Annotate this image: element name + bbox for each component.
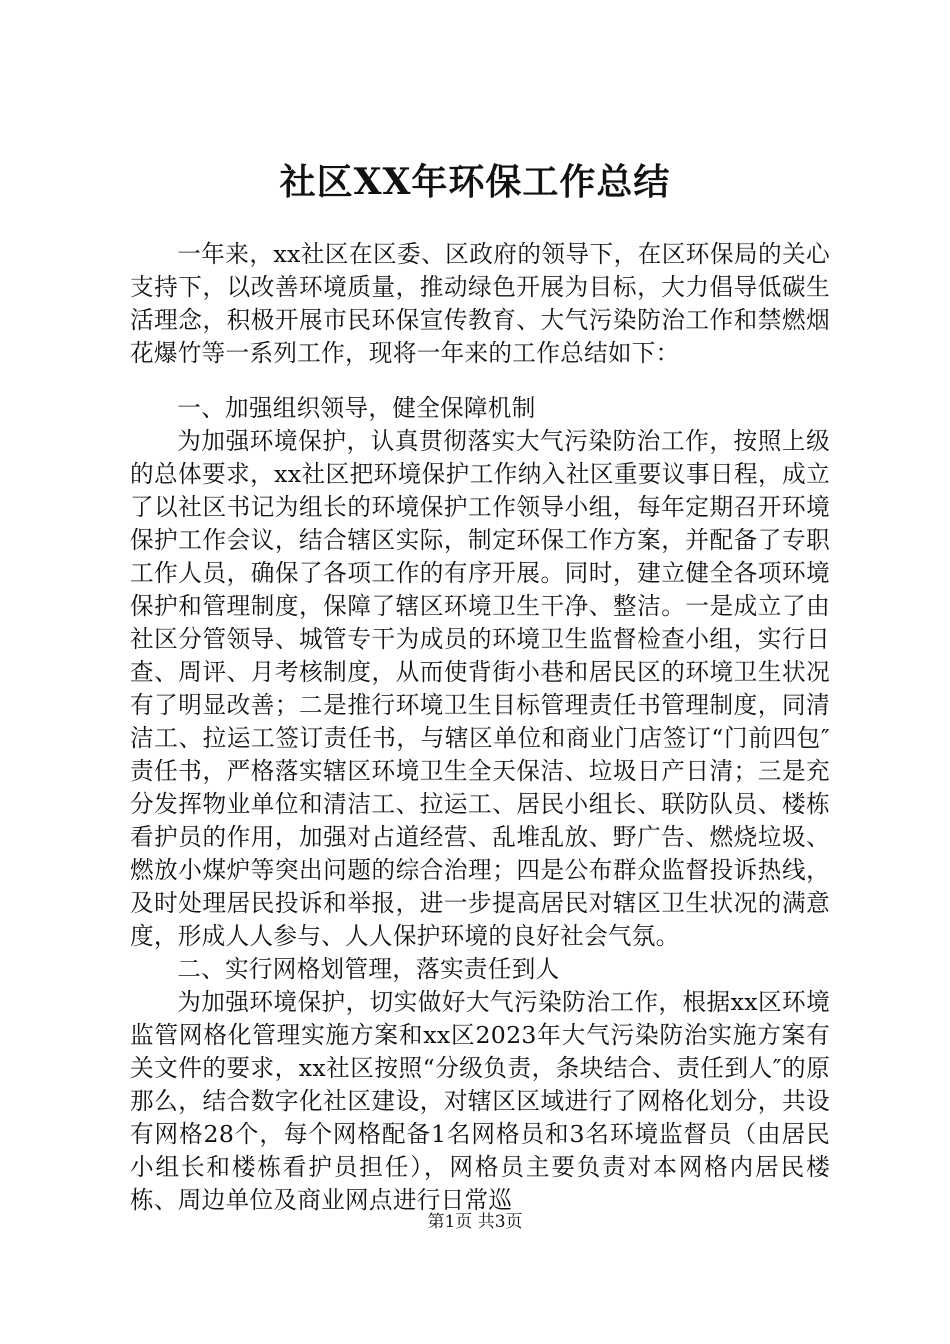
section-1-heading: 一、加强组织领导，健全保障机制 [177, 394, 536, 422]
page-number-footer: 第1页 共3页 [427, 1212, 523, 1232]
paragraph-gap [130, 370, 830, 392]
document-body [130, 238, 830, 1217]
document-title: 社区XX年环保工作总结 [279, 161, 671, 203]
section-1-body: 为加强环境保护，认真贯彻落实大气污染防治工作，按照上级的总体要求，xx社区把环境保护工作纳入社区重要议事日程，成立了以社区书记为组长的环境保护工作领导小组，每年定期召开环境保护工作会议，结合辖区实际，制定环保工作方案，并配备了专职工作人员，确保了各项工作的有序开展。同时，建立健全各项环境保护和管理制度，保障了辖区环境卫生干净、整洁。一是成立了由社区分管领导、城管专干为成员的环境卫生监督检查小组，实行日查、周评、月考核制度，从而使背街小巷和居民区的环境卫生状况有了明显改善；二是推行环境卫生目标管理责任书管理制度，同清洁工、拉运工签订责任书，与辖区单位和商业门店签订“门前四包″责任书，严格落实辖区环境卫生全天保洁、垃圾日产日清；三是充分发挥物业单位和清洁工、拉运工、居民小组长、联防队员、楼栋看护员的作用，加强对占道经营、乱堆乱放、野广告、燃烧垃圾、燃放小煤炉等突出问题的综合治理；四是公布群众监督投诉热线，及时处理居民投诉和举报，进一步提高居民对辖区卫生状况的满意度，形成人人参与、人人保护环境的良好社会气氛。 [130, 427, 830, 950]
section-2-body: 为加强环境保护，切实做好大气污染防治工作，根据xx区环境监管网格化管理实施方案和xx区2023年大气污染防治实施方案有关文件的要求，xx社区按照“分级负责，条块结合、责任到人″的原那么，结合数字化社区建设，对辖区区域进行了网格化划分，共设有网格28个，每个网格配备1名网格员和3名环境监督员（由居民小组长和楼栋看护员担任），网格员主要负责对本网格内居民楼栋、周边单位及商业网点进行日常巡 [130, 988, 830, 1214]
section-2-heading: 二、实行网格划管理，落实责任到人 [177, 955, 560, 983]
intro-paragraph: 一年来，xx社区在区委、区政府的领导下，在区环保局的关心支持下，以改善环境质量，推动绿色开展为目标，大力倡导低碳生活理念，积极开展市民环保宣传教育、大气污染防治工作和禁燃烟花爆竹等一系列工作，现将一年来的工作总结如下： [130, 240, 830, 367]
